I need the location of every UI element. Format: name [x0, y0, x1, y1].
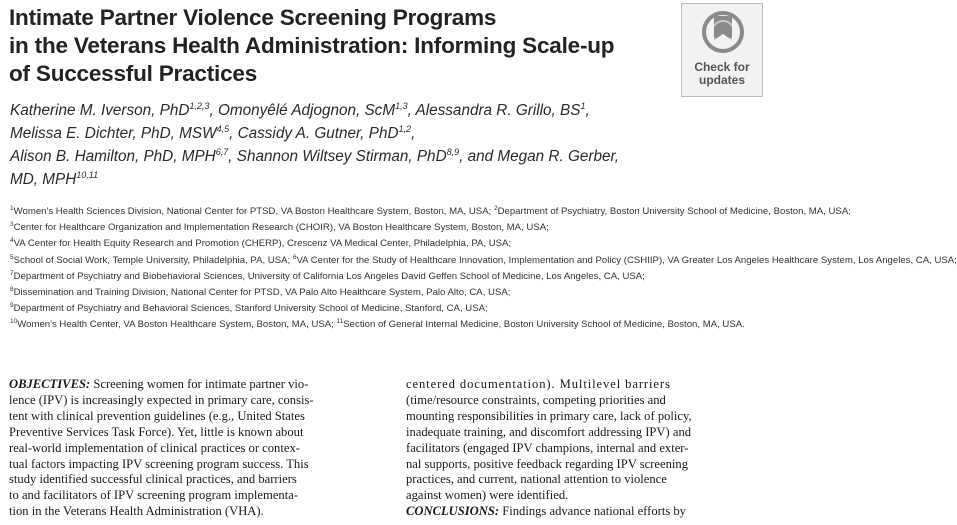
abstract-line: tion in the Veterans Health Administration (VHA).: [9, 504, 264, 519]
title-line: in the Veterans Health Administration: Informing Scale-up: [9, 33, 615, 58]
author-name: Katherine M. Iverson, PhD: [10, 102, 190, 119]
abstract-line: [406, 504, 766, 520]
title-line: of Successful Practices: [9, 61, 258, 86]
affil-number: 9: [10, 302, 14, 310]
author-name: Shannon Wiltsey Stirman, PhD: [236, 148, 447, 165]
author-name: Melissa E. Dichter, PhD, MSW: [10, 125, 217, 142]
affiliation-line: [10, 301, 766, 317]
author-affil-sup: 1,2,3: [189, 100, 210, 111]
abstract-right-column: [406, 377, 766, 520]
affiliation-line: [10, 236, 766, 252]
affil-number: 7: [10, 269, 14, 277]
affil-number: 8: [10, 285, 14, 293]
author-name: Alessandra R. Grillo, BS: [415, 102, 581, 119]
author-list: [10, 99, 750, 191]
badge-line: Check for: [694, 60, 750, 74]
affiliation-text: Department of Psychiatry and Behavioral Sciences, Stanford University School of Medicine, Stanford, CA, USA;: [13, 303, 488, 315]
affiliation-text: VA Center for the Study of Healthcare Innovation, Implementation and Policy (CSHIIP), VA Greater Los Angeles Healthcare System, Los Angeles, CA, USA;: [296, 254, 957, 266]
abstract-line: practices, and current, national attention to violence: [406, 472, 667, 487]
affil-number: 2: [493, 204, 498, 212]
affiliation-text: Section of General Internal Medicine, Boston University School of Medicine, Boston, MA, USA.: [343, 319, 745, 331]
title-line: Intimate Partner Violence Screening Programs: [9, 5, 497, 30]
author-line: Alison B. Hamilton, PhD, MPH$^{6,7}$, Shannon Wiltsey Stirman, PhD$^{8,9}$, and Megan R. Gerber,: [10, 146, 619, 165]
affiliation-line: [10, 253, 957, 269]
affiliation-text: School of Social Work, Temple University, Philadelphia, PA, USA;: [13, 254, 291, 266]
affiliation-line: [10, 317, 766, 333]
affiliation-text: Dissemination and Training Division, National Center for PTSD, VA Palo Alto Healthcare System, Palo Alto, CA, USA;: [13, 287, 511, 299]
badge-text: [682, 61, 762, 87]
author-line: Katherine M. Iverson, PhD$^{1,2,3}$, Omonyêlé Adjognon, ScM$^{1,3}$, Alessandra R. Grillo, $BS^1$,: [10, 100, 590, 119]
affiliation-line: [10, 204, 851, 220]
affiliations: [10, 204, 957, 334]
author-name: Cassidy A. Gutner, PhD: [237, 125, 399, 142]
affiliation-text: Department of Psychiatry, Boston University School of Medicine, Boston, MA, USA;: [497, 206, 851, 217]
author-line: [10, 168, 750, 191]
author-affil-sup: 6,7: [215, 146, 229, 157]
check-for-updates-badge[interactable]: [681, 3, 763, 97]
affiliation-text: Department of Psychiatry and Biobehavioral Sciences, University of California Los Angeles David Geffen School of Medicine, Los Angeles, CA, USA;: [13, 270, 645, 282]
conclusions-label: CONCLUSIONS:: [406, 504, 500, 519]
abstract-line: against women) were identified.: [406, 488, 569, 503]
affil-number: 6: [292, 253, 297, 261]
affiliation-text: VA Center for Health Equity Research and Promotion (CHERP), Crescenz VA Medical Center, Philadelphia, PA, USA;: [13, 238, 512, 250]
author-affil-sup: 1: [580, 100, 586, 111]
abstract-line: nal supports, positive feedback regarding IPV screening: [406, 456, 689, 471]
abstract-line: real-world implementation of clinical practices or contex-: [9, 440, 300, 455]
objectives-label: OBJECTIVES:: [9, 377, 91, 391]
affiliation-text: Women's Health Sciences Division, National Center for PTSD, VA Boston Healthcare System, Boston, MA, USA;: [13, 206, 492, 217]
author-affil-sup: 10,11: [76, 169, 99, 180]
abstract-line: lence (IPV) is increasingly expected in primary care, consis-: [9, 392, 314, 407]
affil-number: 11: [336, 318, 344, 326]
abstract-line: mounting responsibilities in primary care, lack of policy,: [406, 408, 692, 423]
abstract-line: facilitators (engaged IPV champions, internal and exter-: [406, 440, 689, 455]
author-name: Alison B. Hamilton, PhD, MPH: [10, 148, 216, 165]
author-name: Omonyêlé Adjognon, ScM: [217, 102, 396, 119]
affiliation-line: [10, 269, 766, 285]
abstract-line: to and facilitators of IPV screening program implementa-: [9, 488, 298, 503]
abstract-line: centered documentation). Multilevel barriers: [406, 377, 671, 391]
affiliation-line: [10, 285, 766, 301]
affil-number: 3: [10, 221, 14, 229]
abstract-line: study identified successful clinical practices, and barriers: [9, 472, 297, 487]
abstract-line: tent with clinical prevention guidelines (e.g., United States: [9, 408, 305, 423]
author-affil-sup: 4,5: [216, 123, 230, 134]
affil-number: 4: [10, 237, 14, 245]
abstract-text: Findings advance national efforts by: [502, 504, 686, 519]
abstract-line: [9, 377, 392, 393]
abstract-text: Screening women for intimate partner vio-: [93, 377, 309, 391]
author-affil-sup: 8,9: [446, 146, 460, 157]
author-affil-sup: 1,2: [398, 123, 412, 134]
affiliation-line: [10, 220, 766, 236]
author-name: and Megan R. Gerber,: [467, 148, 619, 165]
affiliation-text: Women's Health Center, VA Boston Healthcare System, Boston, MA, USA;: [17, 319, 334, 331]
affiliation-text: Center for Healthcare Organization and Implementation Research (CHOIR), VA Boston Healthcare System, Boston, MA, USA;: [13, 222, 549, 234]
author-affil-sup: 1,3: [395, 100, 408, 111]
article-title: [9, 4, 649, 88]
affil-number: 10: [10, 318, 18, 326]
abstract-line: Preventive Services Task Force). Yet, little is known about: [9, 424, 304, 439]
crossmark-icon: [701, 10, 745, 60]
abstract-left-column: [9, 377, 392, 520]
author-name: MD, MPH: [10, 171, 77, 188]
affil-number: 5: [10, 253, 14, 261]
author-line: Melissa E. Dichter, PhD, MSW$^{4,5}$, Cassidy A. Gutner, PhD$^{1,2}$,: [10, 123, 416, 142]
abstract-line: (time/resource constraints, competing priorities and: [406, 392, 666, 407]
badge-line: updates: [698, 73, 745, 87]
abstract-line: tual factors impacting IPV screening program success. This: [9, 456, 309, 471]
abstract-line: inadequate training, and discomfort addressing IPV) and: [406, 424, 692, 439]
affil-number: 1: [10, 204, 14, 212]
